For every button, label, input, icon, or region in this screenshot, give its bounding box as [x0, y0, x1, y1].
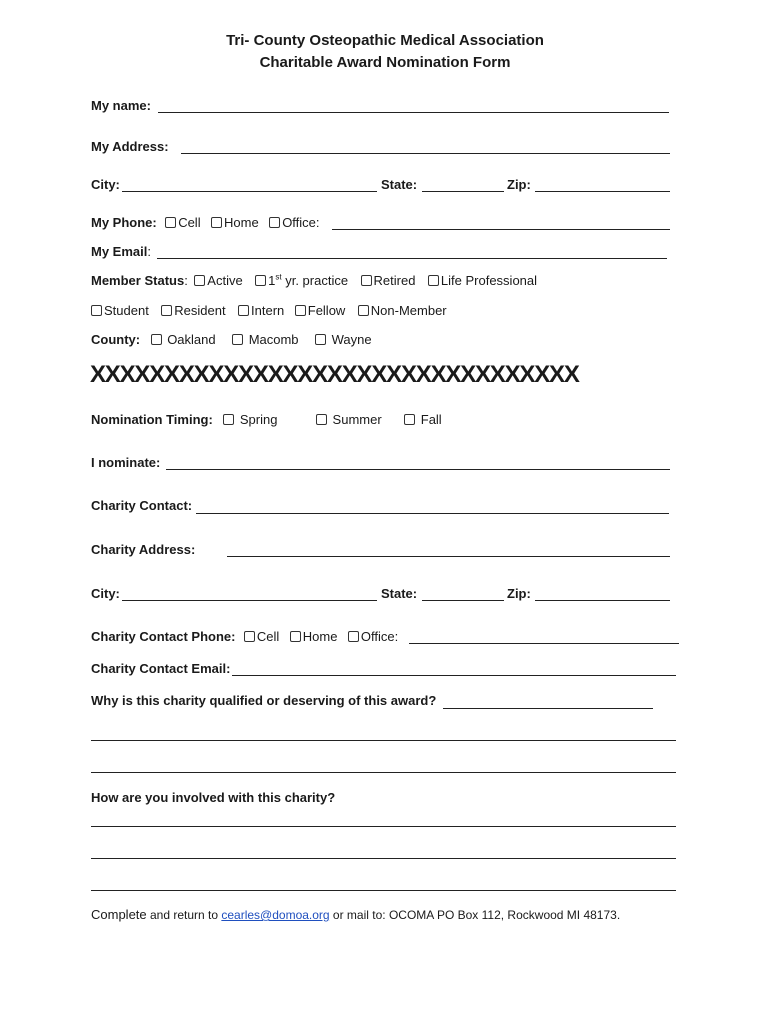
county-wayne-checkbox[interactable]: [315, 334, 326, 345]
my-state-field[interactable]: [422, 191, 504, 192]
status-student-checkbox[interactable]: [91, 305, 102, 316]
contact-email-link[interactable]: cearles@domoa.org: [221, 908, 330, 922]
charity-state-label: State:: [381, 586, 418, 601]
charity-state-field[interactable]: [422, 600, 504, 601]
member-status-label: Member Status: [91, 273, 185, 288]
phone-office-option[interactable]: Office:: [269, 215, 319, 230]
my-email-row: My Email:: [91, 244, 151, 259]
status-resident-checkbox[interactable]: [161, 305, 172, 316]
phone-home-checkbox[interactable]: [211, 217, 222, 228]
my-phone-row: [91, 214, 320, 232]
county-macomb-checkbox[interactable]: [232, 334, 243, 345]
timing-fall-checkbox[interactable]: [404, 414, 415, 425]
phone-home-option[interactable]: Home: [211, 215, 259, 230]
status-first-year-checkbox[interactable]: [255, 275, 266, 286]
charity-address-field[interactable]: [227, 556, 670, 557]
phone-cell-option[interactable]: Cell: [165, 215, 200, 230]
timing-fall-option[interactable]: Fall: [404, 412, 442, 427]
my-email-label: My Email: [91, 244, 148, 259]
charity-email-label: Charity Contact Email:: [91, 661, 231, 676]
charity-phone-cell-option[interactable]: Cell: [244, 629, 279, 644]
nomination-timing-row: [91, 411, 442, 429]
status-life-professional-option[interactable]: Life Professional: [428, 273, 537, 288]
charity-phone-label: Charity Contact Phone:: [91, 629, 236, 644]
my-address-label: My Address:: [91, 139, 169, 154]
status-life-professional-checkbox[interactable]: [428, 275, 439, 286]
my-city-field[interactable]: [122, 191, 377, 192]
charity-address-label: Charity Address:: [91, 542, 196, 557]
nominate-label: I nominate:: [91, 455, 161, 470]
charity-phone-row: [91, 628, 398, 646]
status-first-year-option[interactable]: 1st yr. practice: [255, 273, 348, 288]
charity-phone-office-option[interactable]: Office:: [348, 629, 398, 644]
timing-spring-option[interactable]: Spring: [223, 412, 277, 427]
charity-phone-home-option[interactable]: Home: [290, 629, 338, 644]
charity-zip-field[interactable]: [535, 600, 670, 601]
charity-phone-field[interactable]: [409, 643, 679, 644]
my-name-field[interactable]: [158, 112, 669, 113]
timing-summer-checkbox[interactable]: [316, 414, 327, 425]
county-wayne-option[interactable]: Wayne: [315, 332, 372, 347]
my-phone-label: My Phone:: [91, 215, 157, 230]
why-deserving-field-2[interactable]: [91, 740, 676, 741]
footer-instructions: Complete and return to cearles@domoa.org or mail to: OCOMA PO Box 112, Rockwood MI 48173.: [91, 907, 621, 922]
status-fellow-option[interactable]: Fellow: [295, 303, 346, 318]
my-address-field[interactable]: [181, 153, 670, 154]
county-label: County:: [91, 332, 141, 347]
charity-email-field[interactable]: [232, 675, 676, 676]
county-oakland-checkbox[interactable]: [151, 334, 162, 345]
charity-phone-home-checkbox[interactable]: [290, 631, 301, 642]
form-title-line-1: Tri- County Osteopathic Medical Association: [226, 32, 544, 49]
involvement-field-3[interactable]: [91, 890, 676, 891]
status-intern-checkbox[interactable]: [238, 305, 249, 316]
my-phone-field[interactable]: [332, 229, 670, 230]
status-active-option[interactable]: Active: [194, 273, 242, 288]
my-name-label: My name:: [91, 98, 151, 113]
county-oakland-option[interactable]: Oakland: [151, 332, 216, 347]
status-intern-option[interactable]: Intern: [238, 303, 284, 318]
form-title-line-2: Charitable Award Nomination Form: [259, 54, 511, 71]
involvement-question: How are you involved with this charity?: [91, 790, 336, 805]
member-status-row-2: [91, 302, 447, 320]
county-row: [91, 331, 372, 349]
my-zip-label: Zip:: [507, 177, 531, 192]
status-fellow-checkbox[interactable]: [295, 305, 306, 316]
why-deserving-question: Why is this charity qualified or deserving of this award?: [91, 693, 437, 708]
section-divider: XXXXXXXXXXXXXXXXXXXXXXXXXXXXXXXXX: [90, 361, 579, 388]
why-deserving-field-1[interactable]: [443, 708, 653, 709]
nominate-field[interactable]: [166, 469, 670, 470]
county-macomb-option[interactable]: Macomb: [232, 332, 298, 347]
status-active-checkbox[interactable]: [194, 275, 205, 286]
charity-phone-office-checkbox[interactable]: [348, 631, 359, 642]
charity-contact-field[interactable]: [196, 513, 669, 514]
member-status-row: Member Status: Active 1st yr. practice Retired Life Professional: [91, 272, 538, 288]
involvement-field-2[interactable]: [91, 858, 676, 859]
status-retired-option[interactable]: Retired: [361, 273, 416, 288]
status-retired-checkbox[interactable]: [361, 275, 372, 286]
charity-contact-label: Charity Contact:: [91, 498, 193, 513]
status-student-option[interactable]: Student: [91, 303, 149, 318]
charity-phone-cell-checkbox[interactable]: [244, 631, 255, 642]
phone-cell-checkbox[interactable]: [165, 217, 176, 228]
my-state-label: State:: [381, 177, 418, 192]
status-non-member-option[interactable]: Non-Member: [358, 303, 447, 318]
nomination-timing-label: Nomination Timing:: [91, 412, 213, 427]
charity-zip-label: Zip:: [507, 586, 531, 601]
charity-city-label: City:: [91, 586, 120, 601]
phone-office-checkbox[interactable]: [269, 217, 280, 228]
why-deserving-field-3[interactable]: [91, 772, 676, 773]
my-email-field[interactable]: [157, 258, 667, 259]
status-non-member-checkbox[interactable]: [358, 305, 369, 316]
my-zip-field[interactable]: [535, 191, 670, 192]
status-resident-option[interactable]: Resident: [161, 303, 225, 318]
involvement-field-1[interactable]: [91, 826, 676, 827]
charity-city-field[interactable]: [122, 600, 377, 601]
my-city-label: City:: [91, 177, 120, 192]
timing-spring-checkbox[interactable]: [223, 414, 234, 425]
timing-summer-option[interactable]: Summer: [316, 412, 382, 427]
